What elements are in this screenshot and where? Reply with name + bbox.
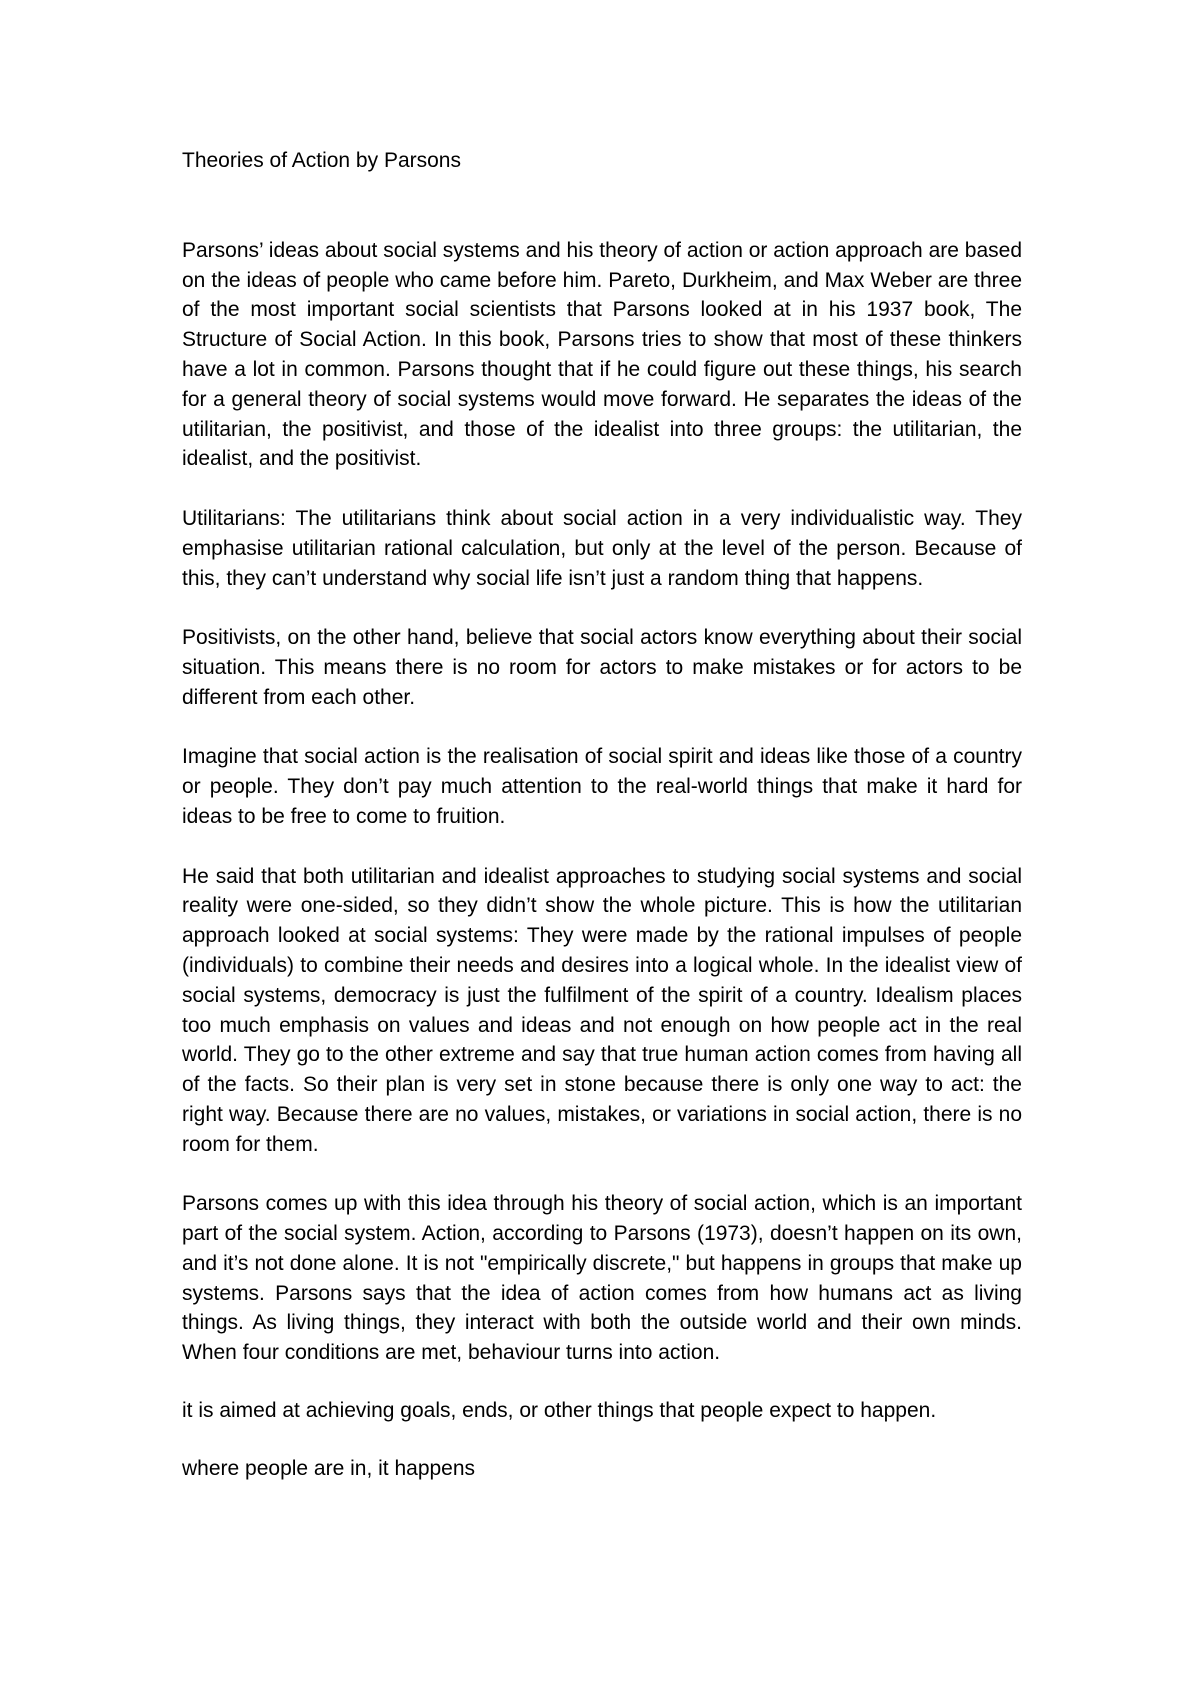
paragraph-utilitarians: Utilitarians: The utilitarians think about social action in a very individualistic way. They emphasise utilitarian rational calculation, but only at the level of the person. Because of this, they can’t understand why social life isn’t just a random thing that happens.	[182, 506, 1022, 590]
paragraph-one-sided-approaches: He said that both utilitarian and idealist approaches to studying social systems and social reality were one-sided, so they didn’t show the whole picture. This is how the utilitarian approach looked at social systems: They were made by the rational impulses of people (individuals) to combine their needs and desires into a logical whole. In the idealist view of social systems, democracy is just the fulfilment of the spirit of a country. Idealism places too much emphasis on values and ideas and not enough on how people act in the real world. They go to the other extreme and say that true human action comes from having all of the facts. So their plan is very set in stone because there is only one way to act: the right way. Because there are no values, mistakes, or variations in social action, there is no room for them.	[182, 864, 1022, 1156]
paragraph-social-action-theory: Parsons comes up with this idea through his theory of social action, which is an important part of the social system. Action, according to Parsons (1973), doesn’t happen on its own, and it’s not done alone. It is not "empirically discrete," but happens in groups that make up systems. Parsons says that the idea of action comes from how humans act as living things. As living things, they interact with both the outside world and their own minds. When four conditions are met, behaviour turns into action.	[182, 1192, 1022, 1365]
document-title: Theories of Action by Parsons	[182, 149, 461, 172]
document-body	[182, 146, 1022, 1513]
paragraph-intro: Parsons’ ideas about social systems and his theory of action or action approach are based on the ideas of people who came before him. Pareto, Durkheim, and Max Weber are three of the most important social scientists that Parsons looked at in his 1937 book, The Structure of Social Action. In this book, Parsons tries to show that most of these thinkers have a lot in common. Parsons thought that if he could figure out these things, his search for a general theory of social systems would move forward. He separates the ideas of the utilitarian, the positivist, and those of the idealist into three groups: the utilitarian, the idealist, and the positivist.	[182, 238, 1022, 471]
paragraph-condition-goals: it is aimed at achieving goals, ends, or other things that people expect to happen.	[182, 1399, 937, 1423]
paragraph-condition-situation: where people are in, it happens	[182, 1456, 476, 1480]
paragraph-positivists: Positivists, on the other hand, believe that social actors know everything about their social situation. This means there is no room for actors to make mistakes or for actors to be different from each other.	[182, 626, 1022, 709]
paragraph-idealists: Imagine that social action is the realisation of social spirit and ideas like those of a country or people. They don’t pay much attention to the real-world things that make it hard for ideas to be free to come to fruition.	[182, 745, 1022, 828]
